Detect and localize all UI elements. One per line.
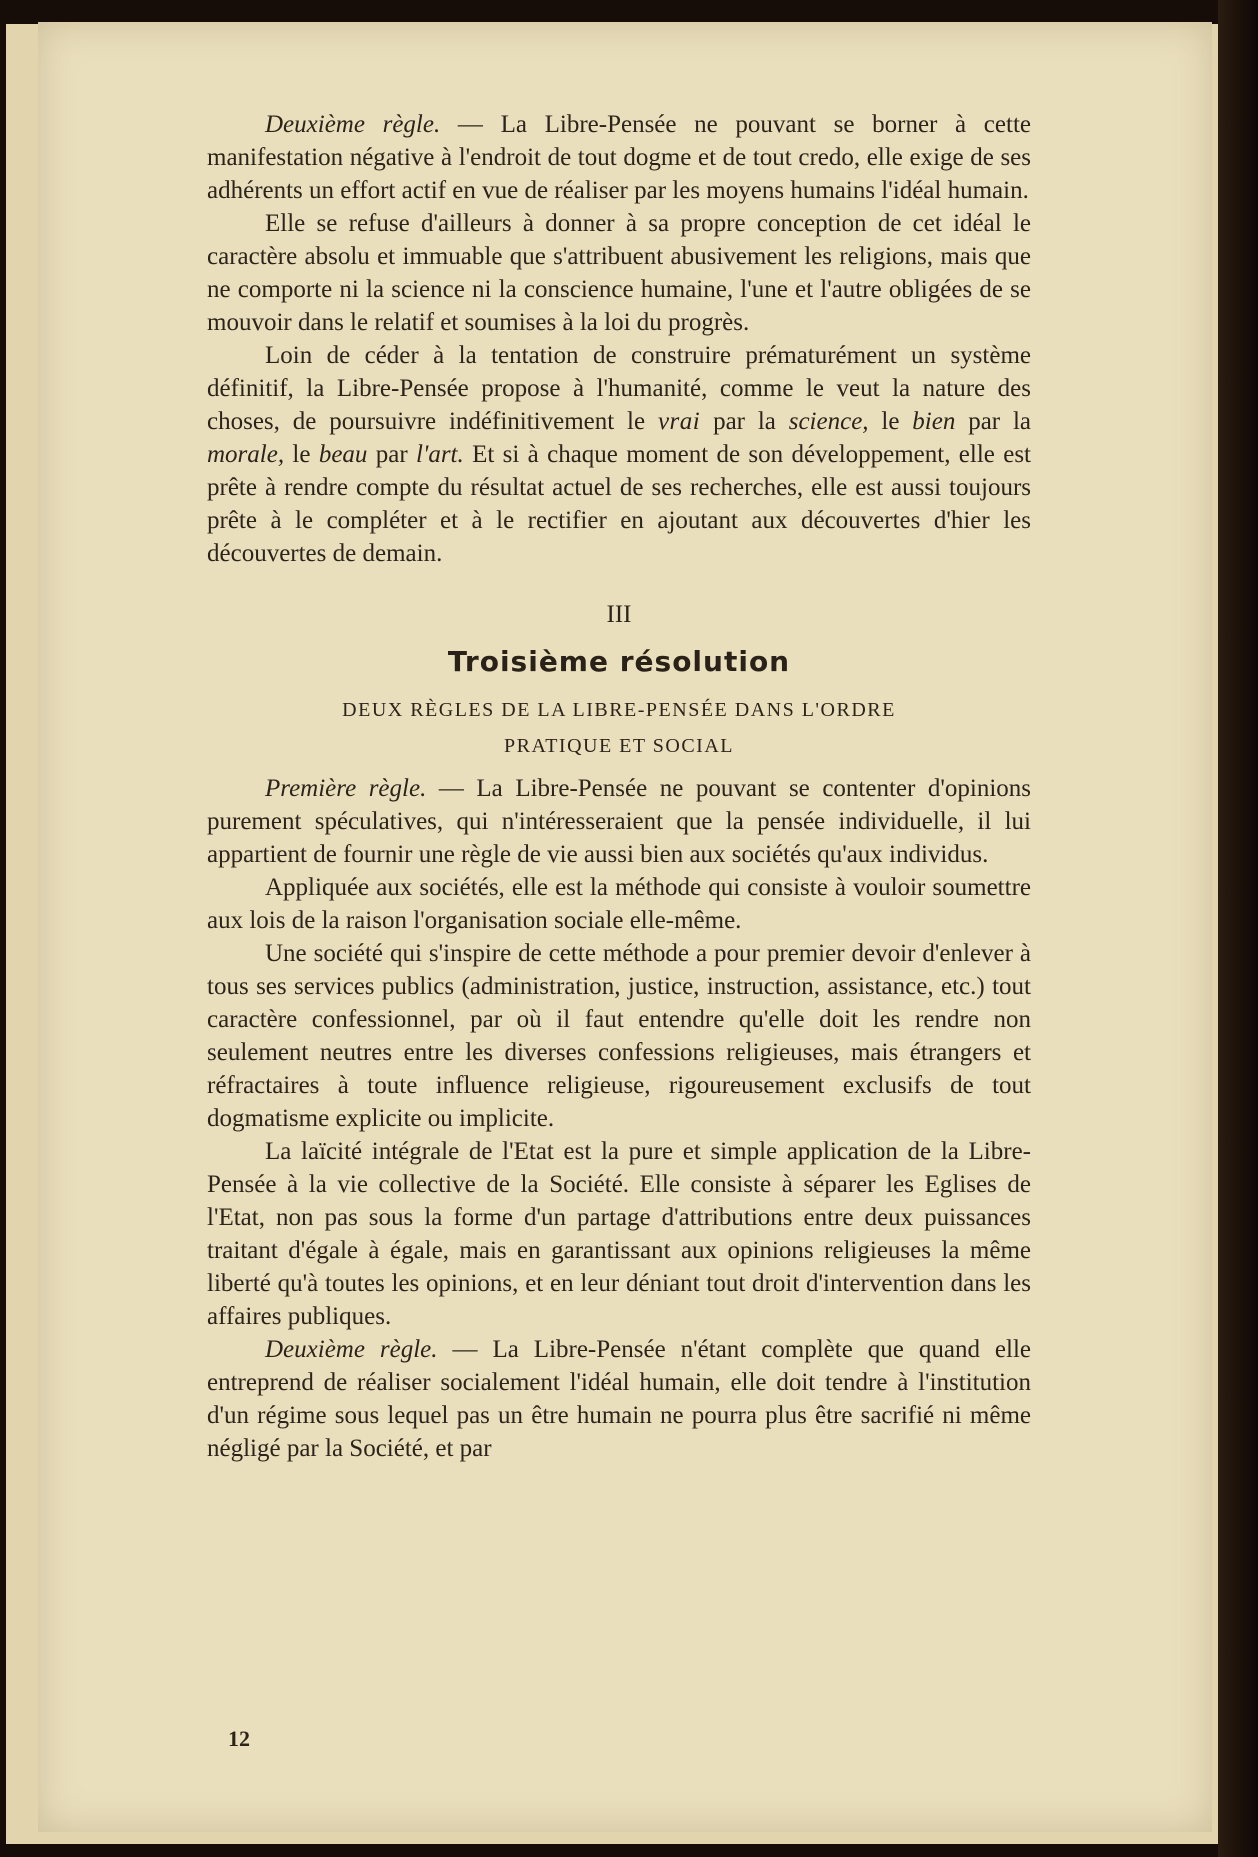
- paragraph-deuxieme-regle-1: [207, 108, 1031, 207]
- paragraph-systeme: [207, 339, 1031, 570]
- section-number: III: [606, 601, 632, 628]
- emphasis-art: l'art.: [416, 441, 464, 468]
- paragraph-societe: [207, 937, 1031, 1135]
- paragraph-deuxieme-regle-2: [207, 1333, 1031, 1465]
- emphasis-vrai: vrai: [657, 408, 701, 435]
- paragraph-text: — La Libre-Pensée n'étant complète que quand elle entreprend de réaliser socialement l'idéal humain, elle doit tendre à l'institution d'un régime sous lequel pas un être humain ne pourra plus être sacrifié ni même négligé par la Société, et par: [207, 1336, 1031, 1462]
- section-subtitle: [247, 692, 991, 764]
- rule-lead: Deuxième règle.: [265, 1336, 438, 1363]
- paragraph-text: Elle se refuse d'ailleurs à donner à sa propre conception de cet idéal le caractère absolu et immuable que s'attribuent abusivement les religions, mais que ne comporte ni la science ni la conscience humaine, l'une et l'autre obligées de se mouvoir dans le relatif et soumises à la loi du progrès.: [207, 210, 1031, 336]
- paragraph-text: Une société qui s'inspire de cette méthode a pour premier devoir d'enlever à tous ses services publics (administration, justice, instruction, assistance, etc.) tout caractère confessionnel, par où il faut entendre qu'elle doit les rendre non seulement neutres entre les diverses confessions religieuses, mais étrangers et réfractaires à toute influence religieuse, rigoureusement exclusifs de tout dogmatisme explicite ou implicite.: [207, 940, 1031, 1132]
- paragraph-text: La laïcité intégrale de l'Etat est la pure et simple application de la Libre-Pensée à la vie collective de la Société. Elle consiste à séparer les Eglises de l'Etat, non pas sous la forme d'un partage d'attributions entre deux puissances traitant d'égale à égale, mais en garantissant aux opinions religieuses la même liberté qu'à toutes les opinions, et en leur déniant tout droit d'intervention dans les affaires publiques.: [207, 1138, 1031, 1330]
- subtitle-line-1: DEUX RÈGLES DE LA LIBRE-PENSÉE DANS L'ORDRE: [342, 699, 896, 721]
- paragraph-premiere-regle: [207, 772, 1031, 871]
- text-run: par: [367, 441, 417, 468]
- text-run: Et si à chaque moment de son développement, elle est prête à rendre compte du résultat actuel de ses recherches, elle est aussi toujours prête à le compléter et à le rectifier en ajoutant aux découvertes d'hier les découvertes de demain.: [207, 441, 1032, 567]
- page-number: 12: [228, 1726, 250, 1751]
- subtitle-line-2: PRATIQUE ET SOCIAL: [504, 735, 734, 757]
- document-body: [207, 108, 1031, 1465]
- text-run: par la: [700, 408, 789, 435]
- emphasis-science: science,: [788, 408, 869, 435]
- paragraph-text: — La Libre-Pensée ne pouvant se borner à cette manifestation négative à l'endroit de tout dogme et de tout credo, elle exige de ses adhérents un effort actif en vue de réaliser par les moyens humains l'idéal humain.: [207, 111, 1031, 204]
- text-run: par la: [955, 408, 1032, 435]
- paragraph-laicite: [207, 1135, 1031, 1333]
- book-spine-edge: [1218, 0, 1258, 1857]
- paragraph-ideal: [207, 207, 1031, 339]
- rule-lead: Deuxième règle.: [265, 111, 441, 138]
- text-run: Loin de céder à la tentation de construire prématurément un système définitif, la Libre-Pensée propose à l'humanité, comme le veut la nature des choses, de poursuivre indéfinitivement le: [207, 342, 1031, 435]
- emphasis-bien: bien: [912, 408, 956, 435]
- paragraph-text: Appliquée aux sociétés, elle est la méthode qui consiste à vouloir soumettre aux lois de la raison l'organisation sociale elle-même.: [207, 874, 1031, 934]
- paragraph-appliquee: [207, 871, 1031, 937]
- text-run: le: [284, 441, 319, 468]
- rule-lead: Première règle.: [265, 775, 427, 802]
- section-title: Troisième résolution: [447, 645, 791, 678]
- text-run: le: [868, 408, 913, 435]
- emphasis-morale: morale,: [207, 441, 285, 468]
- emphasis-beau: beau: [318, 441, 368, 468]
- paragraph-text: — La Libre-Pensée ne pouvant se contenter d'opinions purement spéculatives, qui n'intéresseraient que la pensée individuelle, il lui appartient de fournir une règle de vie aussi bien aux sociétés qu'aux individus.: [207, 775, 1031, 868]
